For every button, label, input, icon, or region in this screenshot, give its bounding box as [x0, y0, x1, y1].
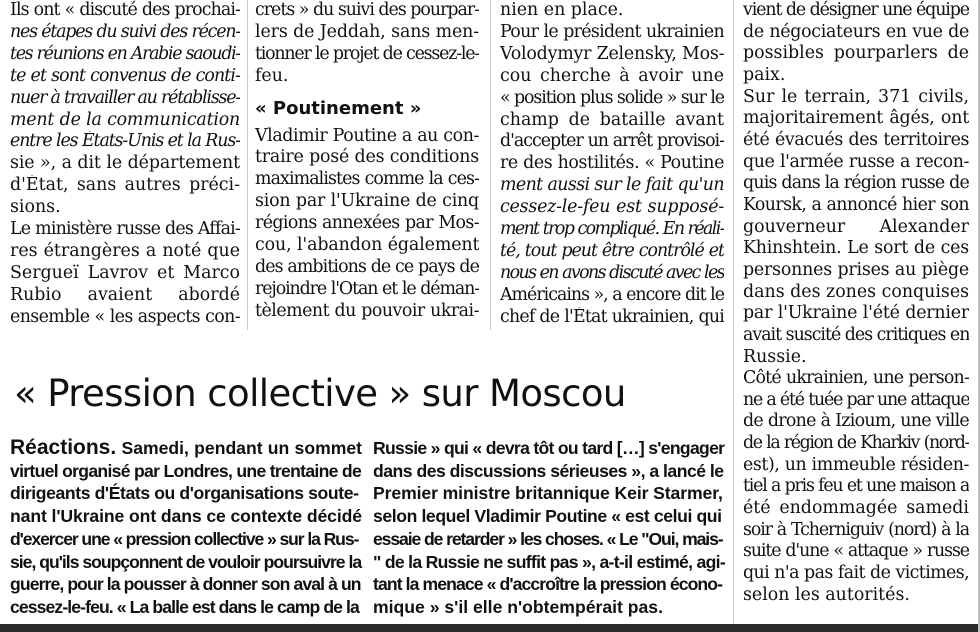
column-divider — [247, 0, 248, 330]
text-line: été évacués des territoires — [743, 129, 969, 150]
text-line: paix. — [743, 64, 786, 85]
text-line: re des hostilités. « Poutine — [500, 153, 724, 174]
text-line: maximalistes comme la ces- — [255, 169, 479, 190]
text-line: été endommagée samedi — [743, 498, 969, 519]
text-line: Koursk, a annoncé hier son — [743, 194, 969, 215]
text-line: Russie » qui « devra tôt ou tard […] s'engager — [373, 438, 725, 458]
text-line: de négociateurs en vue de — [743, 21, 969, 42]
text-line: est), un immeuble résiden- — [743, 454, 969, 475]
text-line: Côté ukrainien, une person- — [743, 368, 969, 389]
text-line: avait suscité des critiques en — [743, 324, 969, 345]
text-line: nuer à travailler au rétablisse- — [10, 87, 240, 108]
text-line: de drone à Izioum, une ville — [743, 411, 969, 432]
text-line: nous en avons discuté avec les — [500, 262, 724, 283]
text-line: que l'armée russe a recon- — [743, 151, 969, 172]
column-divider — [490, 0, 491, 330]
text-line: ment de la communication — [10, 109, 240, 130]
text-line: tèlement du pouvoir ukrai- — [255, 300, 479, 321]
text-line: quis dans la région russe de — [743, 173, 969, 194]
text-line: soir à Tcherniguiv (nord) à la — [743, 519, 969, 540]
text-line: Américains », a encore dit le — [500, 284, 724, 305]
text-line: chef de l'État ukrainien, qui — [500, 306, 724, 327]
text-line: tant la menace « d'accroître la pression écono- — [373, 574, 723, 595]
text-line: Russie. — [743, 346, 807, 367]
text-line: rejoindre l'Otan et le déman- — [255, 278, 479, 299]
text-line: feu. — [255, 65, 289, 86]
text-line: ment aussi sur le fait qu'un — [500, 175, 724, 196]
text-line: dans des discussions sérieuses », a lancé le — [373, 460, 724, 481]
text-line: « position plus solide » sur le — [500, 87, 724, 108]
text-line: sions. — [10, 197, 61, 218]
text-line: des ambitions de ce pays de — [255, 256, 479, 277]
text-line: possibles pourparlers de — [743, 43, 969, 64]
text-line: selon lequel Vladimir Poutine « est celui qui — [373, 506, 722, 527]
text-line: qui n'a pas fait de victimes, — [743, 563, 969, 584]
text-line: tiel a pris feu et une maison a — [743, 476, 969, 497]
article-column-4 — [743, 0, 969, 606]
subheading: « Poutinement » — [255, 97, 422, 119]
text-line: champ de bataille avant — [500, 109, 724, 130]
text-line: té, tout peut être contrôlé et — [500, 240, 724, 261]
page-bottom-rule — [0, 624, 980, 632]
text-line: dans des zones conquises — [743, 281, 969, 302]
text-line: essaie de retarder » les choses. « Le "Oui, mais- — [373, 528, 723, 549]
text-line: Ils ont « discuté des prochai- — [10, 0, 240, 20]
text-line: de la région de Kharkiv (nord- — [743, 433, 969, 454]
text-line: majoritairement âgés, ont — [743, 108, 969, 129]
text-line: cessez-le-feu. « La balle est dans le camp de la — [10, 596, 359, 617]
reactions-lead: Réactions. — [10, 436, 117, 459]
text-fragment: Samedi, pendant un sommet — [121, 438, 363, 458]
text-line: Premier ministre britannique Keir Starmer, — [373, 483, 723, 504]
text-line: Pour le président ukrainien — [500, 21, 724, 42]
article-column-2 — [255, 0, 479, 323]
text-line: mique » s'il elle n'obtempérait pas. — [373, 596, 663, 617]
text-line: cessez-le-feu est supposé- — [500, 197, 724, 218]
text-line: Sur le terrain, 371 civils, — [743, 86, 969, 107]
text-line: traire posé des conditions — [255, 147, 479, 168]
text-line: virtuel organisé par Londres, une trentaine de — [10, 460, 362, 481]
text-line: personnes prises au piège — [743, 259, 969, 280]
text-line: res étrangères a noté que — [10, 240, 240, 261]
text-line: ne a été tuée par une attaque — [743, 389, 969, 410]
text-line: régions annexées par Mos- — [255, 213, 479, 234]
text-line: gouverneur Alexander — [743, 216, 969, 237]
text-line: Khinshtein. Le sort de ces — [743, 238, 969, 259]
text-line: cou, l'abandon également — [255, 235, 479, 256]
text-line: sion par l'Ukraine de cinq — [255, 191, 479, 212]
text-line: par l'Ukraine l'été dernier — [743, 303, 969, 324]
text-line: " de la Russie ne suffit pas », a-t-il estimé, agi- — [373, 551, 725, 572]
text-line: nien en place. — [500, 0, 624, 20]
text-line: d'État, sans autres préci- — [10, 175, 240, 196]
text-line: crets » du suivi des pourpar- — [255, 0, 479, 20]
text-line: Rubio avaient abordé — [10, 284, 240, 305]
text-line: ment trop compliqué. En réali- — [500, 219, 724, 240]
text-line: ensemble « les aspects con- — [10, 306, 240, 327]
text-line: nant l'Ukraine ont dans ce contexte décidé — [10, 506, 362, 527]
text-line: cou cherche à avoir une — [500, 65, 724, 86]
text-line: Volodymyr Zelensky, Mos- — [500, 43, 724, 64]
section-headline: « Pression collective » sur Moscou — [14, 372, 626, 415]
reactions-column-1 — [10, 437, 362, 619]
text-line: tes réunions en Arabie saoudi- — [10, 43, 240, 64]
text-line: nes étapes du suivi des récen- — [10, 21, 240, 42]
text-line — [10, 437, 362, 460]
text-line: guerre, pour la pousser à donner son aval à un — [10, 574, 361, 595]
text-line: Sergueï Lavrov et Marco — [10, 262, 240, 283]
text-line: d'accepter un arrêt provisoi- — [500, 131, 724, 152]
text-line: sie », a dit le département — [10, 153, 240, 174]
text-line: suite d'une « attaque » russe — [743, 541, 969, 562]
text-line: sie, qu'ils soupçonnent de vouloir poursuivre la — [10, 551, 362, 572]
text-line: tionner le projet de cessez-le- — [255, 43, 479, 64]
text-line: lers de Jeddah, sans men- — [255, 21, 479, 42]
text-line: dirigeants d'États ou d'organisations soute- — [10, 483, 359, 504]
text-line: selon les autorités. — [743, 584, 910, 605]
text-line: vient de désigner une équipe — [743, 0, 969, 20]
text-line: Le ministère russe des Affai- — [10, 219, 240, 240]
article-column-3 — [500, 0, 724, 329]
reactions-column-2 — [373, 437, 725, 619]
text-line: Vladimir Poutine a au con- — [255, 125, 479, 146]
text-line: entre les États-Unis et la Rus- — [10, 131, 240, 152]
text-line: te et sont convenus de conti- — [10, 65, 240, 86]
article-column-1 — [10, 0, 240, 329]
text-line: d'exercer une « pression collective » sur la Rus- — [10, 528, 359, 549]
column-divider — [733, 0, 734, 624]
